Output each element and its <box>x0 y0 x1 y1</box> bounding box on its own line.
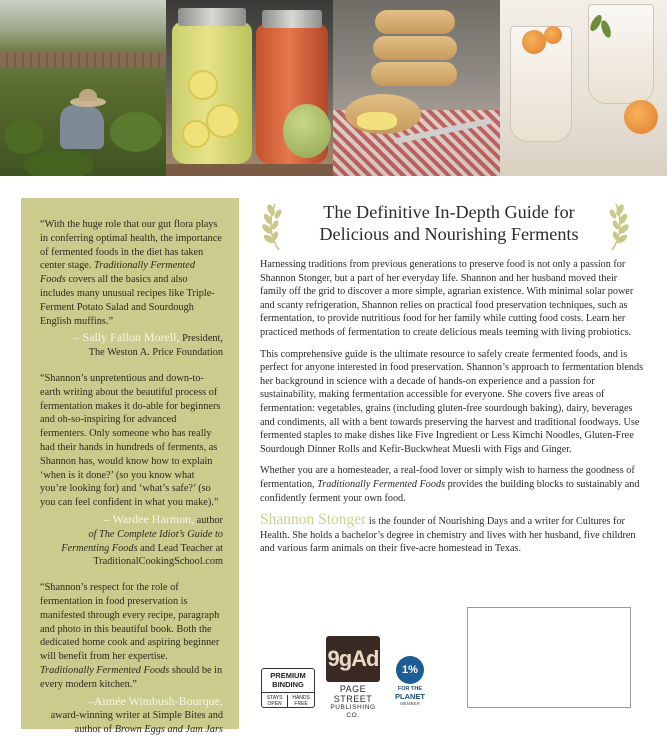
endorsement-quote <box>40 372 223 569</box>
endorser-book-title: of The Complete Idiot’s Guide to Fermenting Foods <box>61 528 223 554</box>
photo-peach-drinks <box>500 0 667 176</box>
jar-lid <box>178 8 246 26</box>
endorser-name: –Aimée Wimbush-Bourque, <box>87 693 223 708</box>
description-paragraph: This comprehensive guide is the ultimate resource to safely create fermented foods, and is perfect for anyone interested in food preservation. Shannon’s approach to fermentation blends her background in science with a decade of hands-on experience and a passion for sustainability, making fermentation accessible for everyone. She covers five areas of fermentation: vegetables, grains (including gluten-free sourdough baking), dairy, beverages and condiments, all with a bent towards preserving the harvest and traditional foodways. Use fermented staples to make dishes like Five Ingredient or Less Kimchi Noodles, Gluten-Free Sourdough Dinner Rolls and Kefir-Buckwheat Muesli with Figs and Ginger. <box>260 348 644 455</box>
endorser-role: author <box>194 514 223 526</box>
endorser-website: TraditionalCookingSchool.com <box>93 556 223 568</box>
planet-member: MEMBER <box>400 701 420 706</box>
pattypan-squash <box>283 104 331 158</box>
squash-slice <box>188 70 218 100</box>
page-heading <box>268 201 630 245</box>
paragraph-text: Whether you are a homesteader, a real-food lover or simply wish to harness the goodness of fermentation, <box>260 465 635 490</box>
quote-text <box>40 581 223 691</box>
premium-binding-logo <box>261 668 315 708</box>
description-paragraph <box>260 464 644 505</box>
premium-line: BINDING <box>272 679 304 689</box>
quote-attribution <box>40 513 223 569</box>
author-name: Shannon Stonger <box>260 511 367 529</box>
quote-text-part: covers all the basics and also includes many unusual recipes like Triple-Ferment Potato Salad and Sourdough English muffins.” <box>40 274 215 327</box>
jar-lid <box>262 10 322 28</box>
book-title: Traditionally Fermented Foods <box>40 664 170 676</box>
stays-open-label: STAYS OPEN <box>266 695 283 707</box>
endorser-name: – Sally Fallon Morell, <box>73 330 180 345</box>
squash-slice <box>182 120 210 148</box>
publisher-subtitle: PUBLISHING CO. <box>330 704 376 719</box>
author-bio <box>260 513 644 556</box>
description <box>260 258 644 564</box>
one-percent-badge: 1% <box>396 656 424 684</box>
butter <box>357 112 397 130</box>
photo-homestead-garden <box>0 0 166 176</box>
plant <box>4 120 44 154</box>
quote-text: “Shannon’s unpretentious and down-to-earth writing about the beautiful process of fermentation makes it do-able for beginners and oh-so-inspiring for advanced fermenters. Only someone who has really had their hands in hundreds of ferments, as Shannon has, would know how to explain ‘when is it done?’ (so you know what you’re looking for) and ‘what’s safe?’ (so you can feel confident in what you make).” <box>40 372 221 509</box>
endorser-book-title: Brown Eggs and Jam Jars <box>114 724 223 736</box>
endorser-role: The Weston A. Price Foundation <box>88 347 223 359</box>
endorser-role: President, <box>179 333 223 345</box>
book-title: Traditionally Fermented Foods <box>40 260 195 286</box>
publisher-mark: 9gAd <box>326 636 380 682</box>
fence <box>0 52 166 68</box>
premium-features <box>262 692 314 707</box>
endorsements-panel <box>21 198 239 736</box>
premium-binding-text <box>262 672 314 689</box>
peach-slice <box>522 30 546 54</box>
table <box>166 164 333 176</box>
barcode-box <box>467 607 631 708</box>
muffin <box>371 62 457 86</box>
publisher-name: PAGE STREET <box>333 684 373 704</box>
endorser-role: author of <box>74 724 115 736</box>
squash-slice <box>206 104 240 138</box>
endorser-role: and Lead Teacher at <box>137 542 223 554</box>
quote-attribution <box>40 695 223 737</box>
one-percent-planet-logo <box>390 656 430 712</box>
peach-slice <box>544 26 562 44</box>
photo-fermented-jars <box>166 0 333 176</box>
bio-text: is the founder of Nourishing Days and a writer for Cultures for Health. She holds a bachelor’s degree in chemistry and lives with her husband, five children and various farm animals on their five-acre homestead in Texas. <box>260 516 636 555</box>
peach <box>624 100 658 134</box>
description-paragraph: Harnessing traditions from previous generations to preserve food is not only a passion for Shannon Stonger, but a part of her everyday life. Shannon and her husband moved their family off the grid to discover a more simple, agrarian existence. With minimal solar power and scanty refrigeration, Shannon relies on practical food preservation techniques, such as fermentation, to provide nutritious food for her family while cutting food costs. Learn her practiced methods of fermentation to create delicious meals teeming with living probiotics. <box>260 259 634 338</box>
photo-strip <box>0 0 667 176</box>
photo-english-muffins <box>333 0 500 176</box>
premium-line: PREMIUM <box>270 671 306 680</box>
plant <box>24 150 94 176</box>
gardener-figure <box>60 105 104 149</box>
quote-text-part: “With the huge role that our gut flora plays in conferring optimal health, the importance of fermented foods in the diet has taken center stage. <box>40 219 222 272</box>
endorsement-quote <box>40 218 223 360</box>
hat-top <box>79 89 97 101</box>
plant <box>110 112 162 152</box>
paragraph-text: provides the building blocks to sustainably and confidently ferment your own food. <box>260 478 640 504</box>
quote-attribution <box>40 331 223 360</box>
endorser-role: award-winning writer at Simple Bites and <box>50 710 223 722</box>
muffin <box>373 36 457 60</box>
quote-text <box>40 218 223 328</box>
endorsement-quote <box>40 581 223 737</box>
heading-line: Delicious and Nourishing Ferments <box>319 224 579 244</box>
heading-line: The Definitive In-Depth Guide for <box>323 202 575 222</box>
quote-text-part: should be in every modern kitchen.” <box>40 664 223 690</box>
planet-line: FOR THE <box>397 686 423 692</box>
muffin <box>375 10 455 34</box>
planet-line: PLANET <box>395 692 425 701</box>
publisher-logo <box>323 636 383 719</box>
quote-text-part: “Shannon’s respect for the role of fermentation in food preservation is manifested through every recipe, paragraph and photo in this beautiful book. Both the dedicated home cook and aspiring beginner will benefit from her expertise. <box>40 582 220 663</box>
book-title: Traditionally Fermented Foods <box>317 478 446 490</box>
endorser-name: – Wardee Harmon, <box>103 511 195 526</box>
hands-free-label: HANDS FREE <box>287 695 314 707</box>
